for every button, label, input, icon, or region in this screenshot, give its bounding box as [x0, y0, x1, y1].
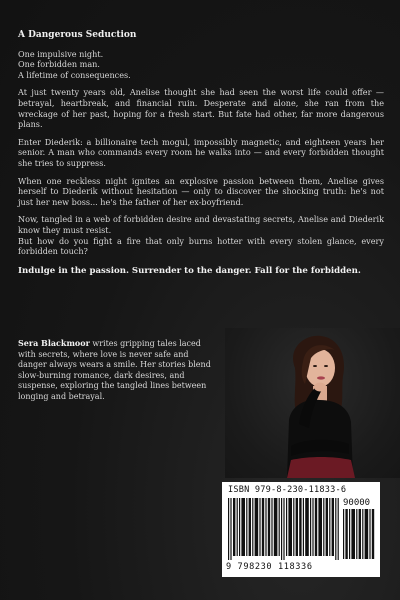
- tagline-line: One impulsive night.: [18, 48, 104, 59]
- blurb-title: A Dangerous Seduction: [18, 30, 137, 40]
- blurb-paragraph: Now, tangled in a web of forbidden desire and devastating secrets, Anelise and Diederik know they must resist.: [18, 214, 384, 235]
- barcode-bars: [228, 498, 340, 560]
- tagline-line: A lifetime of consequences.: [18, 69, 131, 80]
- blurb-paragraph: At just twenty years old, Anelise thought she had seen the worst life could offer — betrayal, heartbreak, and financial ruin. Desperate and alone, she ran from the wreckage of her past, hoping for a fresh start. But fate had other, far more dangerous plans.: [18, 87, 384, 130]
- price-code: 90000: [343, 498, 371, 508]
- blurb-paragraph: Enter Diederik: a billionaire tech mogul, impossibly magnetic, and eighteen years her senior. A man who commands every room he walks into — and every forbidden thought she tries to suppress.: [18, 136, 384, 168]
- author-portrait-illustration: [225, 328, 400, 478]
- tagline-line: One forbidden man.: [18, 59, 100, 70]
- tagline-block: [18, 49, 384, 81]
- addon-barcode-bars: [343, 509, 375, 559]
- isbn-digits: 9 798230 118336: [226, 562, 313, 572]
- author-name: Sera Blackmoor: [18, 338, 90, 348]
- isbn-barcode: [222, 482, 380, 577]
- author-photo: [225, 328, 400, 478]
- author-bio-text: writes gripping tales laced with secrets, where love is never safe and danger always wears a smile. Her stories blend slow-burning romance, dark desires, and suspense, exploring the tangled lines between longing and betrayal.: [18, 339, 211, 401]
- book-blurb: [18, 30, 384, 276]
- author-bio: [18, 338, 218, 403]
- isbn-label: ISBN 979-8-230-11833-6: [228, 485, 347, 495]
- blurb-paragraph: But how do you fight a fire that only burns hotter with every stolen glance, every forbidden touch?: [18, 235, 384, 257]
- blurb-paragraph: When one reckless night ignites an explosive passion between them, Anelise gives herself to Diederik without hesitation — only to discover the shocking truth: he's not just her new boss... he's the father of her ex-boyfriend.: [18, 175, 384, 207]
- blurb-closing-line: Indulge in the passion. Surrender to the danger. Fall for the forbidden.: [18, 265, 361, 276]
